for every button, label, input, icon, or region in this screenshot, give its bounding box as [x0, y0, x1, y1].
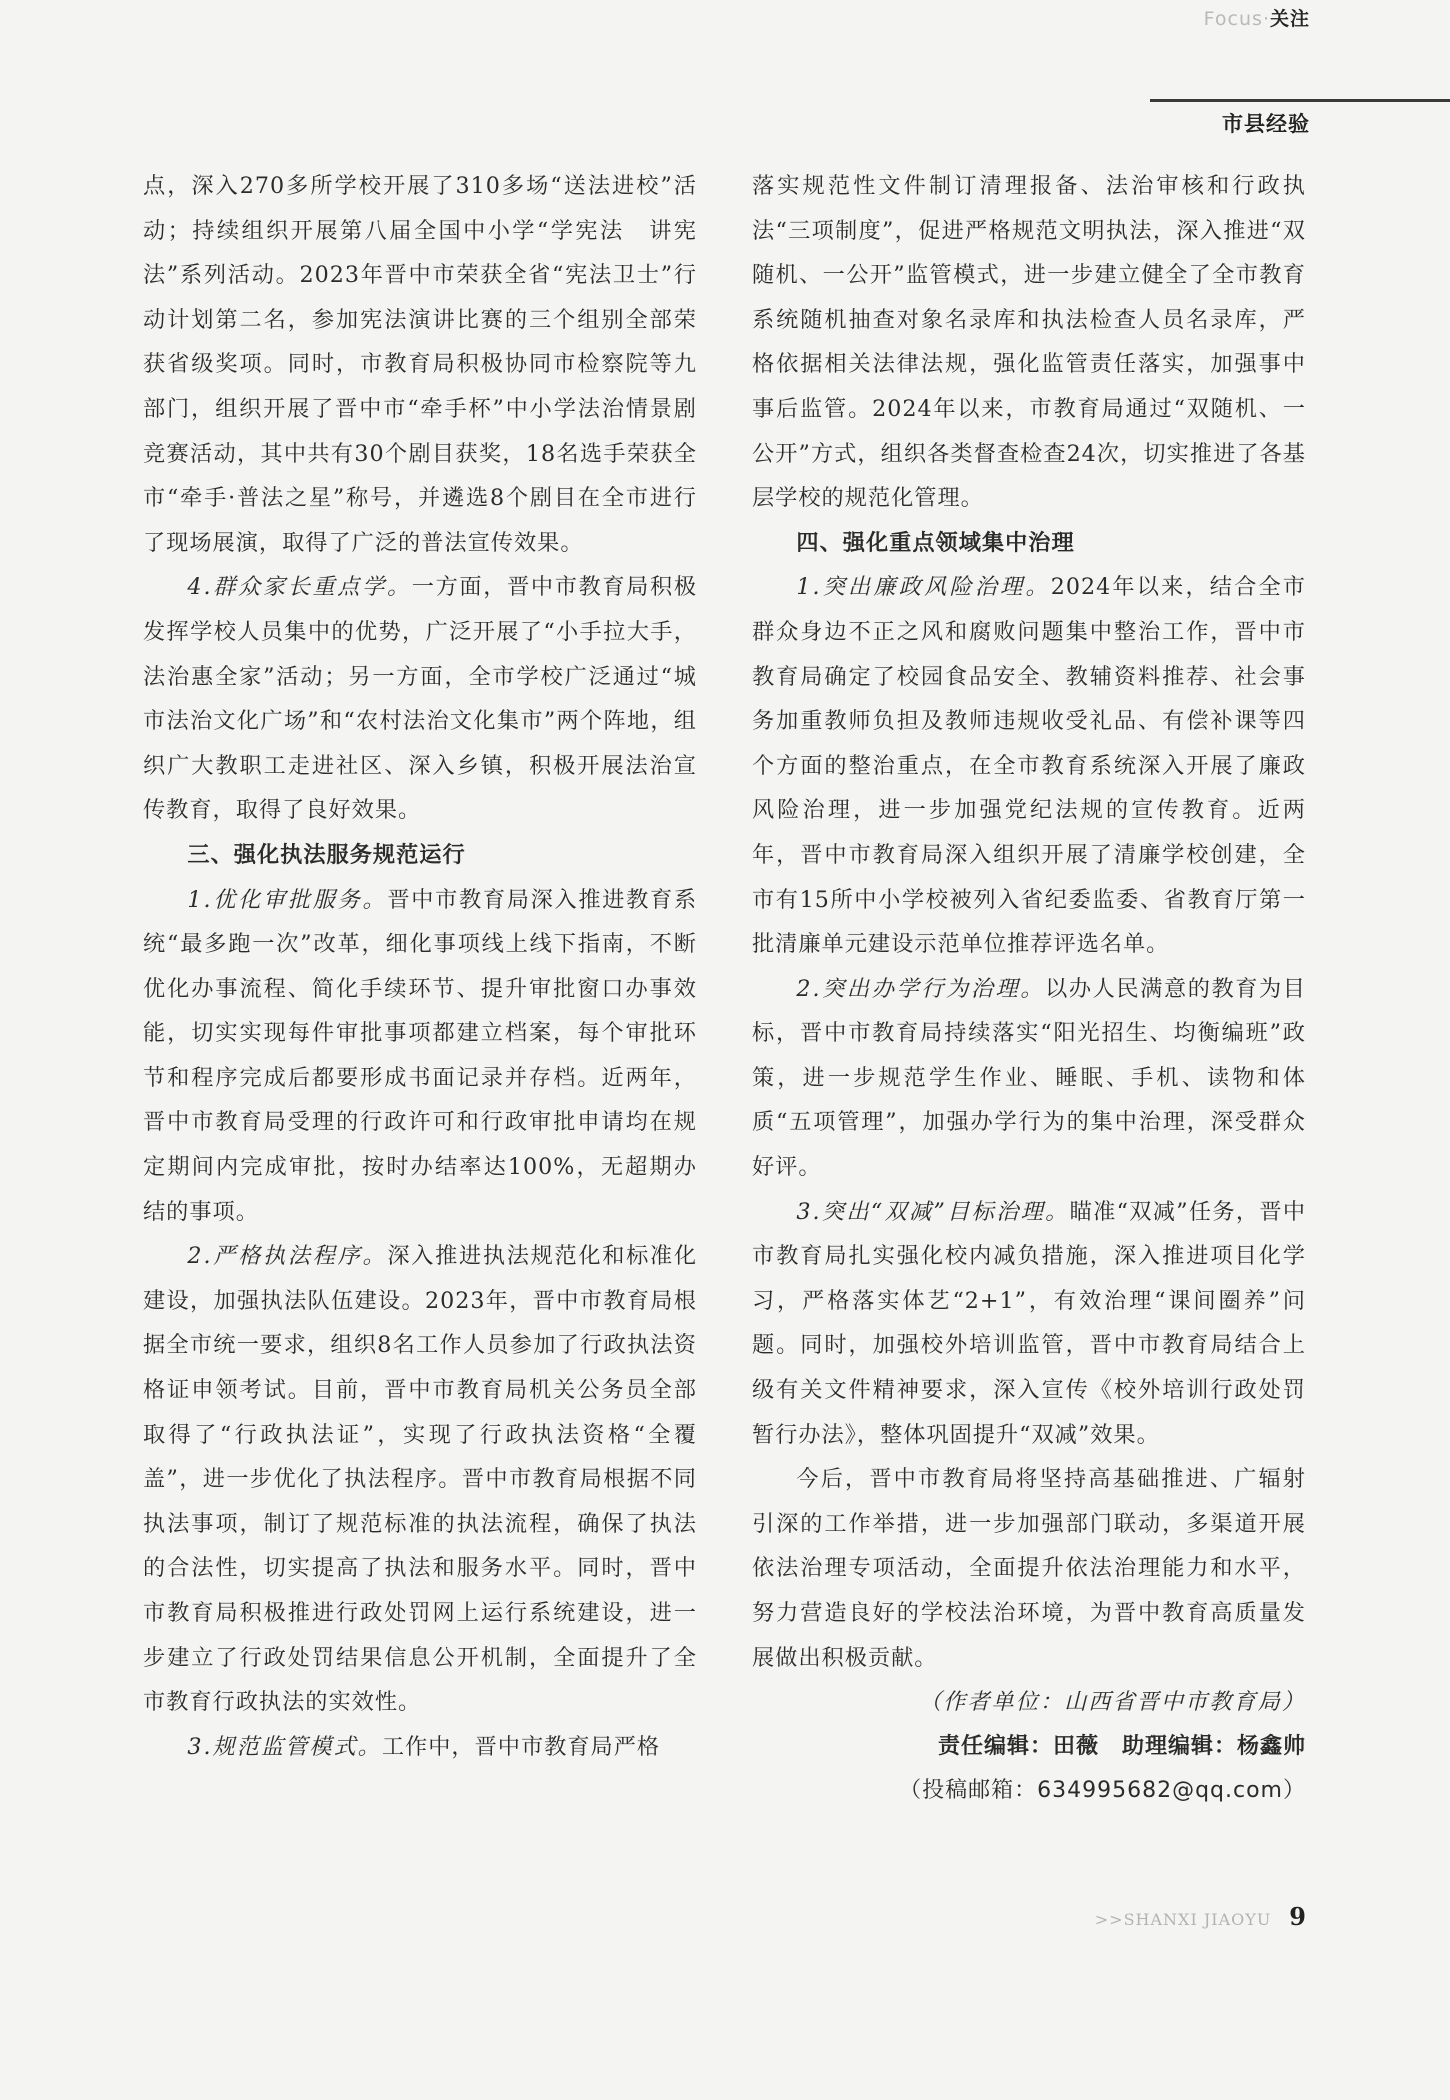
- left-column: [143, 164, 697, 1769]
- page-footer: [1095, 1902, 1307, 1931]
- paragraph: 今后，晋中市教育局将坚持高基础推进、广辐射引深的工作举措，进一步加强部门联动，多渠道开展依法治理专项活动，全面提升依法治理能力和水平，努力营造良好的学校法治环境，为晋中教育高质量发展做出积极贡献。: [752, 1466, 1306, 1671]
- paragraph-lead: 2.严格执法程序。: [187, 1243, 388, 1270]
- column-name: 市县经验: [1222, 112, 1310, 136]
- paragraph-body: 工作中，晋中市教育局严格: [381, 1733, 661, 1760]
- section-heading: 三、强化执法服务规范运行: [187, 841, 466, 868]
- journal-name: >>SHANXI JIAOYU: [1094, 1910, 1272, 1929]
- page-number: 9: [1289, 1902, 1307, 1931]
- paragraph-lead: 1.突出廉政风险治理。: [796, 574, 1051, 601]
- paragraph-lead: 3.规范监管模式。: [187, 1733, 382, 1760]
- paragraph: 点，深入270多所学校开展了310多场“送法进校”活动；持续组织开展第八届全国中小学“学宪法 讲宪法”系列活动。2023年晋中市荣获全省“宪法卫士”行动计划第二名，参加宪法演讲比赛的三个组别全部荣获省级奖项。同时，市教育局积极协同市检察院等九部门，组织开展了晋中市“牵手杯”中小学法治情景剧竞赛活动，其中共有30个剧目获奖，18名选手荣获全市“牵手·普法之星”称号，并遴选8个剧目在全市进行了现场展演，取得了广泛的普法宣传效果。: [143, 173, 697, 556]
- paragraph: 落实规范性文件制订清理报备、法治审核和行政执法“三项制度”，促进严格规范文明执法，深入推进“双随机、一公开”监管模式，进一步建立健全了全市教育系统随机抽查对象名录库和执法检查人员名录库，严格依据相关法律法规，强化监管责任落实，加强事中事后监管。2024年以来，市教育局通过“双随机、一公开”方式，组织各类督查检查24次，切实推进了各基层学校的规范化管理。: [752, 173, 1306, 512]
- paragraph: [143, 1725, 697, 1770]
- paragraph-body: 一方面，晋中市教育局积极发挥学校人员集中的优势，广泛开展了“小手拉大手，法治惠全家”活动；另一方面，全市学校广泛通过“城市法治文化广场”和“农村法治文化集市”两个阵地，组织广大教职工走进社区、深入乡镇，积极开展法治宣传教育，取得了良好效果。: [143, 574, 698, 824]
- editors-credit: 责任编辑：田薇 助理编辑：杨鑫帅: [937, 1733, 1306, 1759]
- paragraph: [752, 967, 1306, 1190]
- paragraph-lead: 3.突出“双减”目标治理。: [796, 1198, 1070, 1225]
- paragraph-lead: 1.优化审批服务。: [187, 886, 388, 913]
- section-label-cn: 关注: [1269, 8, 1310, 30]
- paragraph-body: 2024年以来，结合全市群众身边不正之风和腐败问题集中整治工作，晋中市教育局确定了校园食品安全、教辅资料推荐、社会事务加重教师负担及教师违规收受礼品、有偿补课等四个方面的整治重点，在全市教育系统深入开展了廉政风险治理，进一步加强党纪法规的宣传教育。近两年，晋中市教育局深入组织开展了清廉学校创建，全市有15所中小学校被列入省纪委监委、省教育厅第一批清廉单元建设示范单位推荐评选名单。: [752, 574, 1306, 958]
- right-column: [752, 164, 1306, 1814]
- header-rule: [1150, 99, 1450, 102]
- paragraph: [143, 878, 697, 1235]
- paragraph-body: 深入推进执法规范化和标准化建设，加强执法队伍建设。2023年，晋中市教育局根据全市统一要求，组织8名工作人员参加了行政执法资格证申领考试。目前，晋中市教育局机关公务员全部取得了“行政执法证”，实现了行政执法资格“全覆盖”，进一步优化了执法程序。晋中市教育局根据不同执法事项，制订了规范标准的执法流程，确保了执法的合法性，切实提高了执法和服务水平。同时，晋中市教育局积极推进行政处罚网上运行系统建设，进一步建立了行政处罚结果信息公开机制，全面提升了全市教育行政执法的实效性。: [143, 1243, 698, 1716]
- paragraph-body: 晋中市教育局深入推进教育系统“最多跑一次”改革，细化事项线上线下指南，不断优化办事流程、简化手续环节、提升审批窗口办事效能，切实实现每件审批事项都建立档案，每个审批环节和程序完成后都要形成书面记录并存档。近两年，晋中市教育局受理的行政许可和行政审批申请均在规定期间内完成审批，按时办结率达100%，无超期办结的事项。: [143, 886, 698, 1225]
- paragraph-lead: 4.群众家长重点学。: [187, 574, 412, 601]
- section-label: [1204, 4, 1310, 31]
- paragraph: [752, 1190, 1306, 1458]
- submission-email: （投稿邮箱：634995682@qq.com）: [899, 1778, 1306, 1804]
- section-heading: 四、强化重点领域集中治理: [796, 529, 1075, 556]
- paragraph: [143, 1234, 697, 1725]
- paragraph: [143, 565, 697, 833]
- paragraph-body: 以办人民满意的教育为目标，晋中市教育局持续落实“阳光招生、均衡编班”政策，进一步规范学生作业、睡眠、手机、读物和体质“五项管理”，加强办学行为的集中治理，深受群众好评。: [752, 975, 1306, 1181]
- paragraph: [752, 565, 1306, 966]
- paragraph-body: 瞄准“双减”任务，晋中市教育局扎实强化校内减负措施，深入推进项目化学习，严格落实体艺“2+1”，有效治理“课间圈养”问题。同时，加强校外培训监管，晋中市教育局结合上级有关文件精神要求，深入宣传《校外培训行政处罚暂行办法》，整体巩固提升“双减”效果。: [752, 1198, 1307, 1448]
- author-affiliation: （作者单位：山西省晋中市教育局）: [919, 1689, 1306, 1716]
- section-label-en: Focus: [1203, 8, 1263, 30]
- section-label-sep: ·: [1262, 8, 1270, 30]
- paragraph-lead: 2.突出办学行为治理。: [796, 975, 1046, 1002]
